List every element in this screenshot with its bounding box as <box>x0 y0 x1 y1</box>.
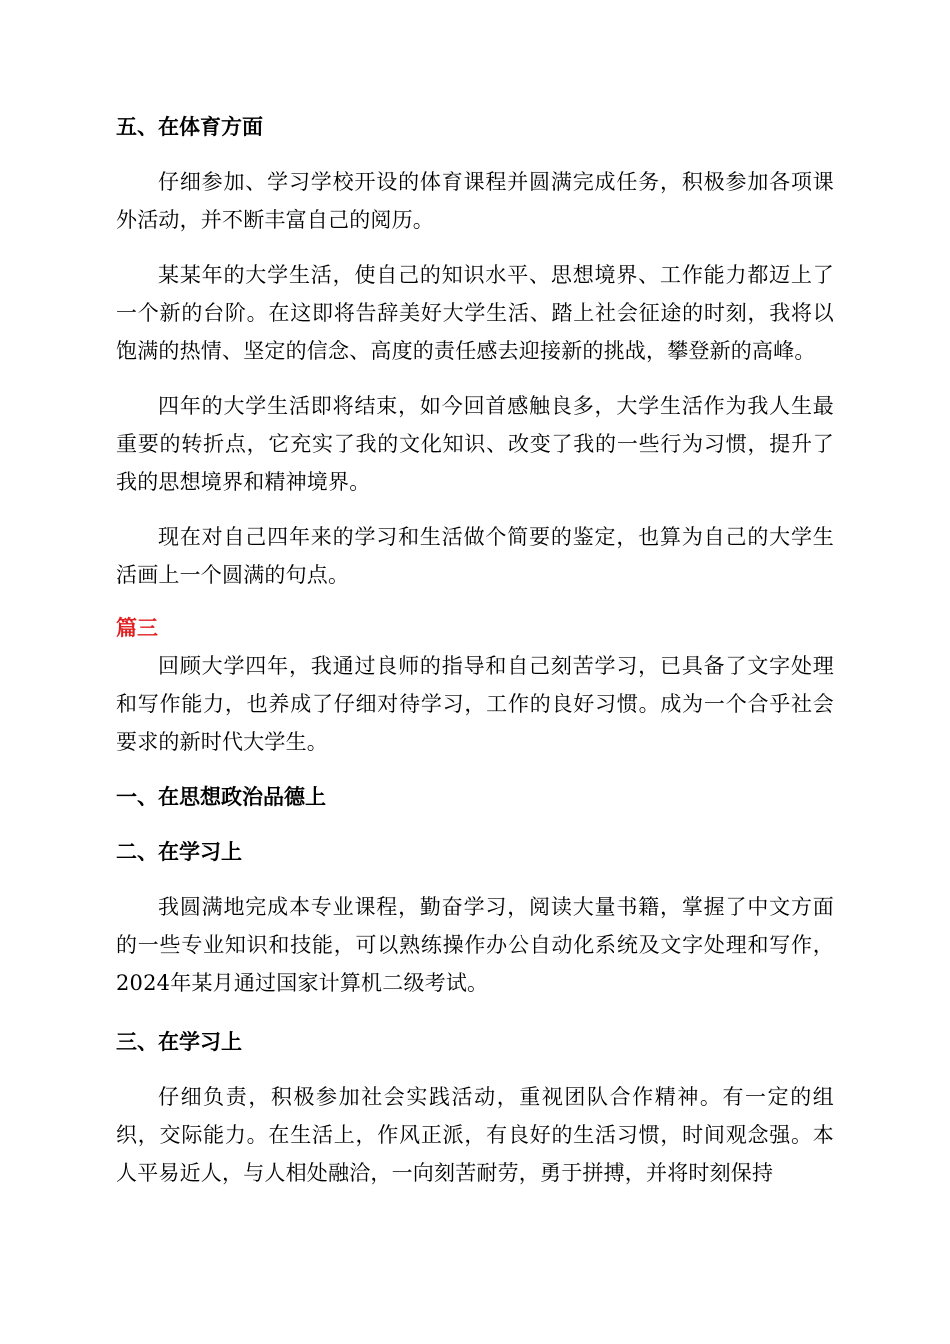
document-page <box>116 108 834 1192</box>
section-heading-study: 二、在学习上 <box>116 840 242 864</box>
paragraph-review: 回顾大学四年，我通过良师的指导和自己刻苦学习，已具备了文字处理和写作能力，也养成了仔细对待学习，工作的良好习惯。成为一个合乎社会要求的新时代大学生。 <box>116 654 834 754</box>
section-heading-politics: 一、在思想政治品德上 <box>116 785 326 809</box>
paragraph-sports: 仔细参加、学习学校开设的体育课程并圆满完成任务，积极参加各项课外活动，并不断丰富自己的阅历。 <box>116 170 834 232</box>
paragraph-study: 我圆满地完成本专业课程，勤奋学习，阅读大量书籍，掌握了中文方面的一些专业知识和技能，可以熟练操作办公自动化系统及文字处理和写作，2024年某月通过国家计算机二级考试。 <box>116 895 834 995</box>
section-heading-sports: 五、在体育方面 <box>116 115 263 139</box>
paragraph-four-years: 四年的大学生活即将结束，如今回首感触良多，大学生活作为我人生最重要的转折点，它充实了我的文化知识、改变了我的一些行为习惯，提升了我的思想境界和精神境界。 <box>116 394 834 494</box>
section-heading-study-2: 三、在学习上 <box>116 1030 242 1054</box>
paragraph-practice: 仔细负责，积极参加社会实践活动，重视团队合作精神。有一定的组织，交际能力。在生活上，作风正派，有良好的生活习惯，时间观念强。本人平易近人，与人相处融洽，一向刻苦耐劳，勇于拼搏，并将时刻保持 <box>116 1085 834 1185</box>
paragraph-summary: 现在对自己四年来的学习和生活做个简要的鉴定，也算为自己的大学生活画上一个圆满的句点。 <box>116 525 834 587</box>
paragraph-college-life: 某某年的大学生活，使自己的知识水平、思想境界、工作能力都迈上了一个新的台阶。在这即将告辞美好大学生活、踏上社会征途的时刻，我将以饱满的热情、坚定的信念、高度的责任感去迎接新的挑战，攀登新的高峰。 <box>116 263 834 363</box>
part-three-heading: 篇三 <box>116 616 158 640</box>
